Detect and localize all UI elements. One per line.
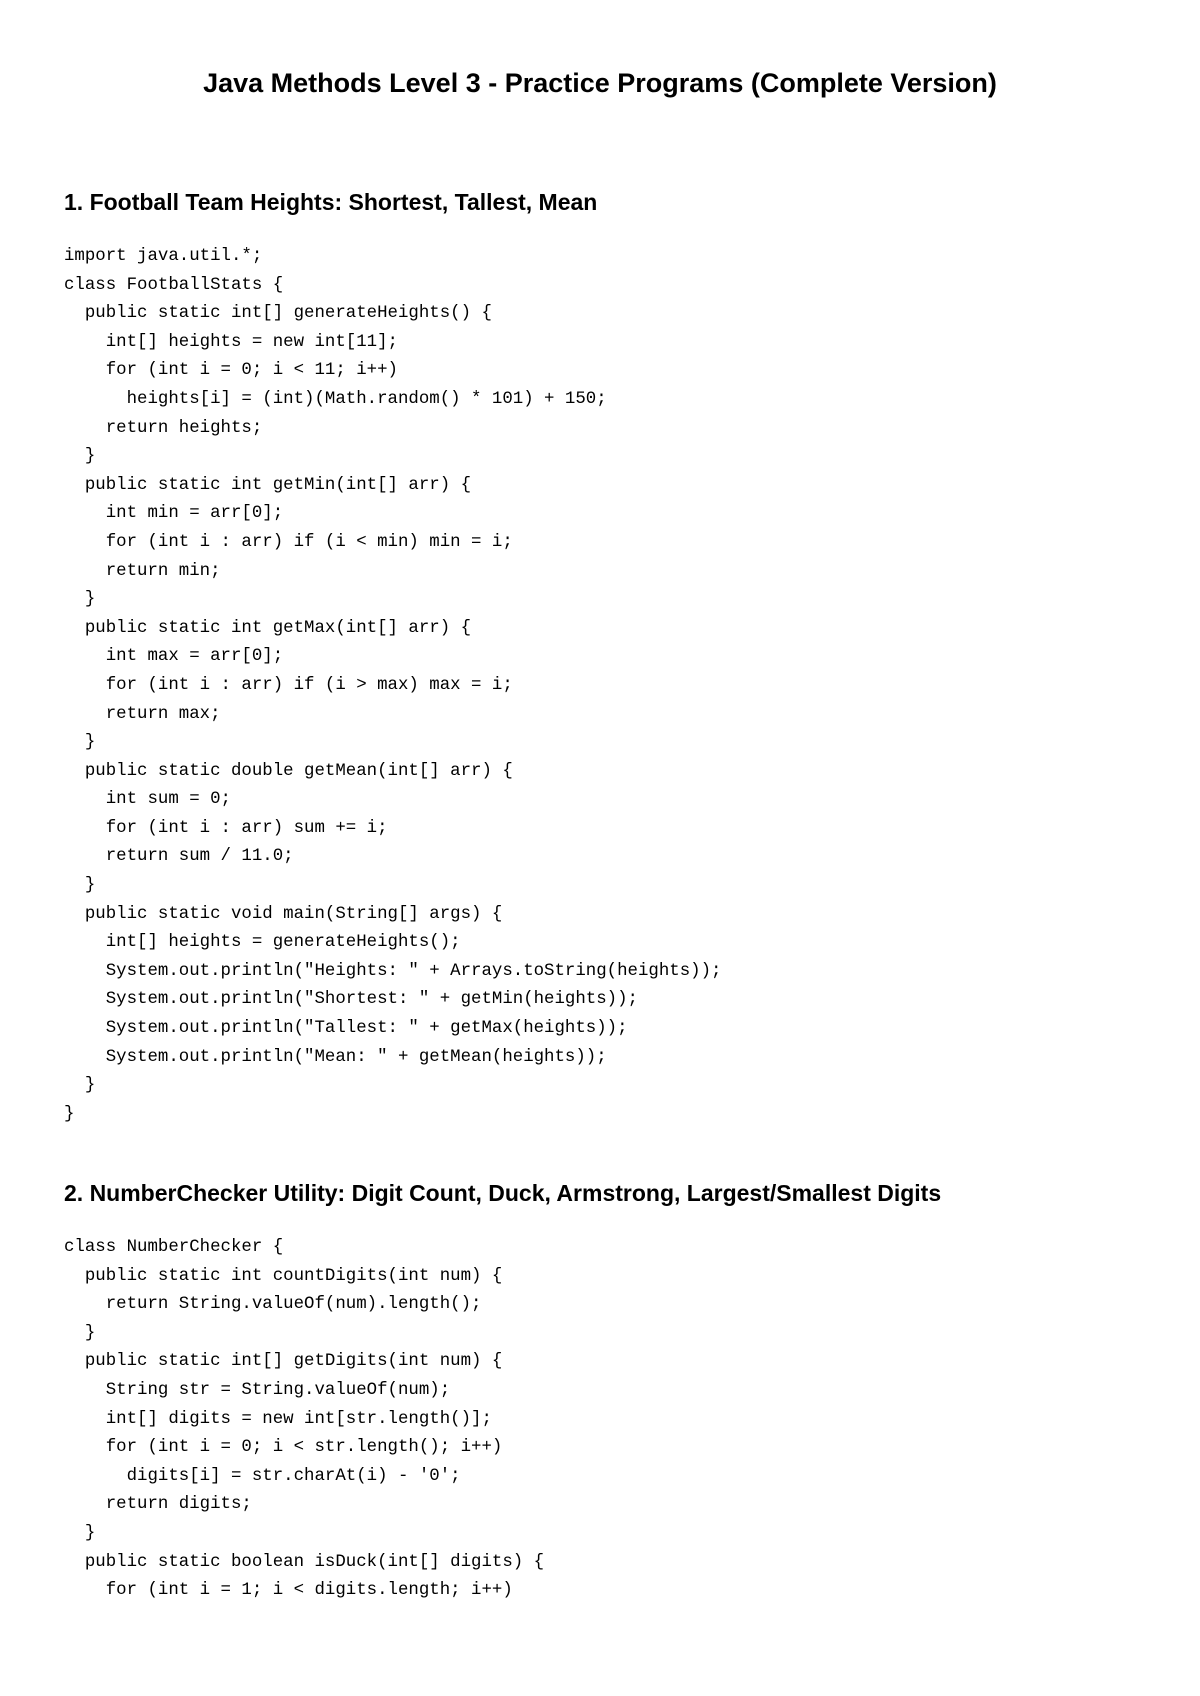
- code-line: return sum / 11.0;: [64, 847, 294, 867]
- code-line: int sum = 0;: [64, 790, 231, 810]
- code-line: public static int getMax(int[] arr) {: [64, 618, 472, 638]
- document-title: Java Methods Level 3 - Practice Programs (Complete Version): [203, 68, 997, 98]
- code-line: System.out.println("Heights: " + Arrays.toString(heights));: [64, 961, 722, 981]
- code-line: int max = arr[0];: [64, 647, 284, 667]
- code-line: public static int[] getDigits(int num) {: [64, 1352, 503, 1372]
- code-line: for (int i : arr) if (i < min) min = i;: [64, 532, 513, 552]
- section-heading-1: 1. Football Team Heights: Shortest, Tallest, Mean: [64, 189, 598, 215]
- code-line: }: [64, 590, 96, 610]
- code-line: return min;: [64, 561, 221, 581]
- code-line: System.out.println("Tallest: " + getMax(heights));: [64, 1019, 628, 1039]
- code-line: public static void main(String[] args) {: [64, 904, 503, 924]
- code-line: }: [64, 1323, 96, 1343]
- code-line: for (int i = 0; i < 11; i++): [64, 361, 398, 381]
- code-line: int min = arr[0];: [64, 504, 284, 524]
- code-line: heights[i] = (int)(Math.random() * 101) + 150;: [64, 389, 607, 409]
- code-line: }: [64, 1076, 96, 1096]
- code-line: return heights;: [64, 418, 263, 438]
- code-line: }: [64, 1523, 96, 1543]
- section-heading-2: 2. NumberChecker Utility: Digit Count, Duck, Armstrong, Largest/Smallest Digits: [64, 1180, 942, 1206]
- code-line: public static double getMean(int[] arr) {: [64, 761, 513, 781]
- code-line: }: [64, 733, 96, 753]
- code-line: return String.valueOf(num).length();: [64, 1295, 482, 1315]
- code-line: }: [64, 876, 96, 896]
- code-line: String str = String.valueOf(num);: [64, 1380, 451, 1400]
- code-line: System.out.println("Shortest: " + getMin(heights));: [64, 990, 638, 1010]
- code-line: return digits;: [64, 1495, 252, 1515]
- code-line: }: [64, 447, 96, 467]
- code-line: public static int[] generateHeights() {: [64, 304, 492, 324]
- code-line: for (int i : arr) if (i > max) max = i;: [64, 675, 513, 695]
- code-line: public static boolean isDuck(int[] digits) {: [64, 1552, 545, 1572]
- code-block-1: [64, 243, 721, 1129]
- code-line: digits[i] = str.charAt(i) - '0';: [64, 1466, 461, 1486]
- code-line: }: [64, 1104, 75, 1124]
- code-line: for (int i : arr) sum += i;: [64, 818, 388, 838]
- code-line: class FootballStats {: [64, 275, 284, 295]
- code-line: int[] heights = new int[11];: [64, 332, 398, 352]
- code-block-2: [64, 1234, 544, 1606]
- code-line: int[] digits = new int[str.length()];: [64, 1409, 492, 1429]
- code-line: for (int i = 1; i < digits.length; i++): [64, 1581, 513, 1601]
- code-line: class NumberChecker {: [64, 1238, 284, 1257]
- code-line: import java.util.*;: [64, 247, 263, 266]
- code-line: int[] heights = generateHeights();: [64, 933, 461, 953]
- code-line: public static int getMin(int[] arr) {: [64, 475, 472, 495]
- code-line: public static int countDigits(int num) {: [64, 1266, 503, 1286]
- code-line: for (int i = 0; i < str.length(); i++): [64, 1438, 503, 1458]
- code-line: return max;: [64, 704, 221, 724]
- code-line: System.out.println("Mean: " + getMean(heights));: [64, 1047, 607, 1067]
